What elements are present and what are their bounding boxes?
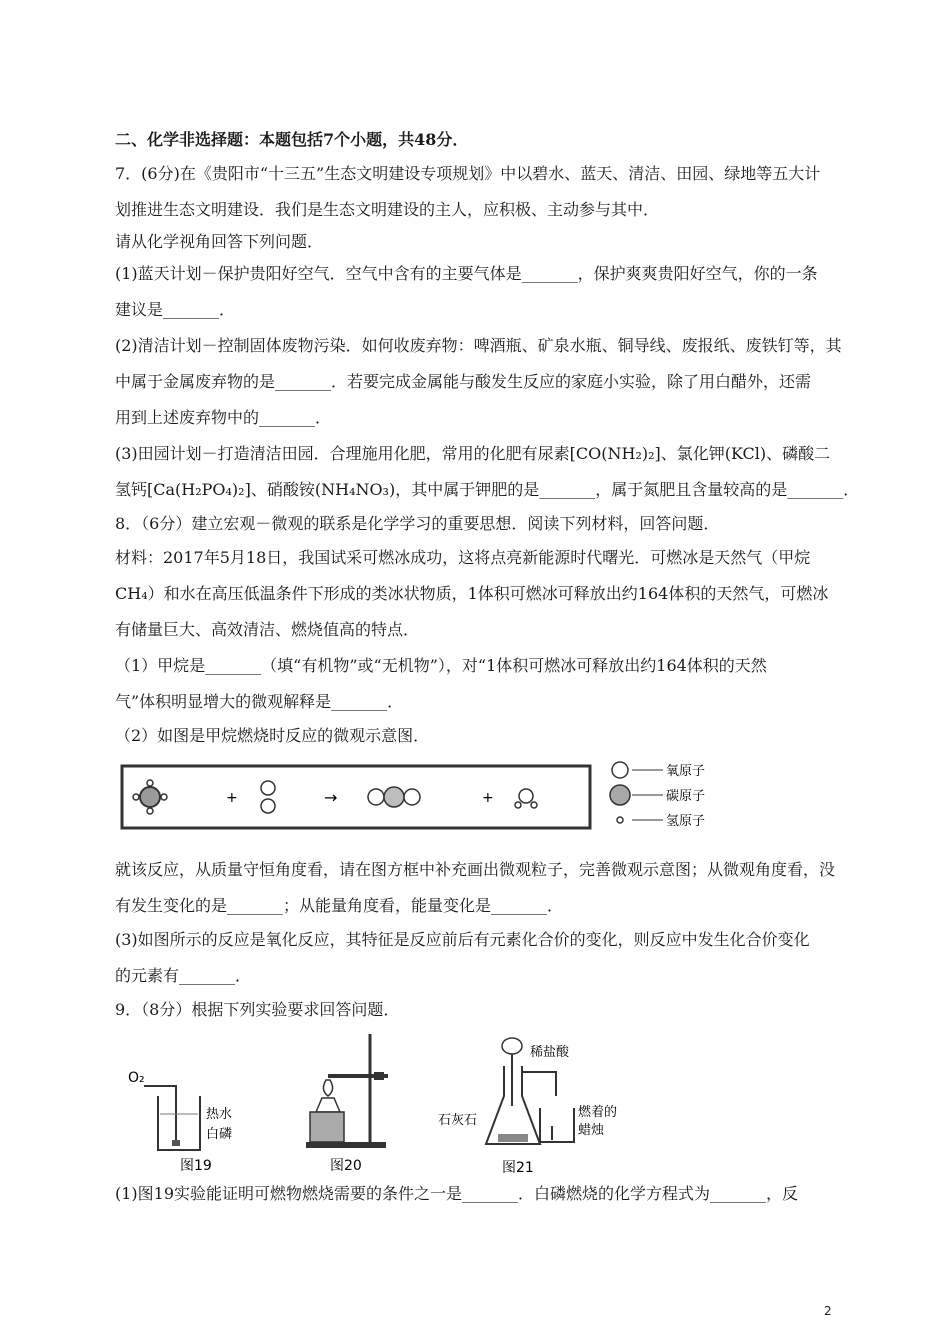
text-line: 有储量巨大、高效清洁、燃烧值高的特点． <box>115 620 420 639</box>
beaker <box>540 1108 574 1142</box>
text-line: (1)蓝天计划－保护贵阳好空气．空气中含有的主要气体是_______，保护爽爽贵阳好空气，你的一条 <box>115 264 818 283</box>
methane-molecule <box>133 780 167 814</box>
figure-19 <box>118 1058 278 1176</box>
figure-caption: 图19 <box>180 1158 212 1174</box>
limestone <box>498 1134 528 1142</box>
phosphorus-label: 白磷 <box>206 1127 233 1142</box>
limestone-label: 石灰石 <box>438 1113 478 1128</box>
figure-caption: 图21 <box>502 1160 534 1176</box>
carbon-atom-icon <box>610 785 630 805</box>
figure-20 <box>300 1026 410 1176</box>
text-line: 请从化学视角回答下列问题． <box>115 232 324 251</box>
candle-label-2: 蜡烛 <box>578 1123 605 1138</box>
hydrogen-atom-icon <box>617 817 623 823</box>
candle-label-1: 燃着的 <box>578 1105 618 1120</box>
funnel <box>502 1038 522 1054</box>
alcohol-lamp <box>316 1098 340 1112</box>
legend-hydrogen: 氢原子 <box>666 814 706 829</box>
white-phosphorus <box>172 1140 180 1146</box>
stand-block <box>310 1112 344 1142</box>
arrow-icon: → <box>324 788 338 807</box>
text-line: 气”体积明显增大的微观解释是_______． <box>115 692 404 711</box>
hot-water-label: 热水 <box>206 1107 233 1122</box>
oxygen-molecule <box>261 781 275 813</box>
plus-sign: + <box>226 790 238 806</box>
figure-caption: 图20 <box>330 1158 362 1174</box>
text-line: 氢钙[Ca(H₂PO₄)₂]、硝酸铵(NH₄NO₃)，其中属于钾肥的是_______，属于氮肥且含量较高的是_______． <box>115 480 860 499</box>
text-line: 材料：2017年5月18日，我国试采可燃冰成功，这将点亮新能源时代曙光．可燃冰是天然气（甲烷 <box>115 548 811 567</box>
acid-label: 稀盐酸 <box>530 1045 570 1060</box>
gas-tube <box>144 1086 176 1140</box>
text-line: 的元素有_______． <box>115 966 252 985</box>
water-molecule <box>515 789 537 808</box>
plus-sign: + <box>482 790 494 806</box>
text-line: 中属于金属废弃物的是_______．若要完成金属能与酸发生反应的家庭小实验，除了用白醋外，还需 <box>115 372 812 391</box>
reaction-diagram <box>118 760 758 840</box>
text-line: (3)如图所示的反应是氧化反应，其特征是反应前后有元素化合价的变化，则反应中发生化合价变化 <box>115 930 810 949</box>
text-line: (3)田园计划－打造清洁田园．合理施用化肥，常用的化肥有尿素[CO(NH₂)₂]、氯化钾(KCl)、磷酸二 <box>115 444 831 463</box>
text-line: （2）如图是甲烷燃烧时反应的微观示意图． <box>115 726 430 745</box>
text-line: 7．(6分)在《贵阳市“十三五”生态文明建设专项规划》中以碧水、蓝天、清洁、田园、绿地等五大计 <box>115 164 821 183</box>
flame-icon <box>323 1080 332 1096</box>
carbon-dioxide-molecule <box>368 787 420 807</box>
legend-carbon: 碳原子 <box>666 789 706 804</box>
o2-label: O₂ <box>128 1070 145 1086</box>
legend-oxygen: 氧原子 <box>666 764 706 779</box>
text-line: 9．（8分）根据下列实验要求回答问题． <box>115 1000 400 1019</box>
legend <box>610 762 705 829</box>
text-line: 就该反应，从质量守恒角度看，请在图方框中补充画出微观粒子，完善微观示意图；从微观角度看，没 <box>115 860 836 879</box>
oxygen-atom-icon <box>612 762 628 778</box>
text-line: 有发生变化的是_______；从能量角度看，能量变化是_______． <box>115 896 564 915</box>
delivery-tube <box>522 1072 556 1096</box>
text-line: 建议是_______． <box>115 300 236 319</box>
section-title: 二、化学非选择题：本题包括7个小题，共48分． <box>115 130 469 149</box>
text-line: CH₄）和水在高压低温条件下形成的类冰状物质，1体积可燃冰可释放出约164体积的天然气，可燃冰 <box>115 584 829 603</box>
text-line: （1）甲烷是_______（填“有机物”或“无机物”），对“1体积可燃冰可释放出约164体积的天然 <box>115 656 767 675</box>
text-line: 用到上述废弃物中的_______． <box>115 408 332 427</box>
figure-21 <box>436 1036 656 1176</box>
page-number: 2 <box>824 1304 832 1318</box>
text-line: 划推进生态文明建设．我们是生态文明建设的主人，应积极、主动参与其中． <box>115 200 660 219</box>
text-line: (1)图19实验能证明可燃物燃烧需要的条件之一是_______．白磷燃烧的化学方程式为_______，反 <box>115 1184 799 1203</box>
text-line: (2)清洁计划－控制固体废物污染．如何收废弃物：啤酒瓶、矿泉水瓶、铜导线、废报纸、废铁钉等，其 <box>115 336 842 355</box>
text-line: 8．（6分）建立宏观－微观的联系是化学学习的重要思想．阅读下列材料，回答问题． <box>115 514 720 533</box>
